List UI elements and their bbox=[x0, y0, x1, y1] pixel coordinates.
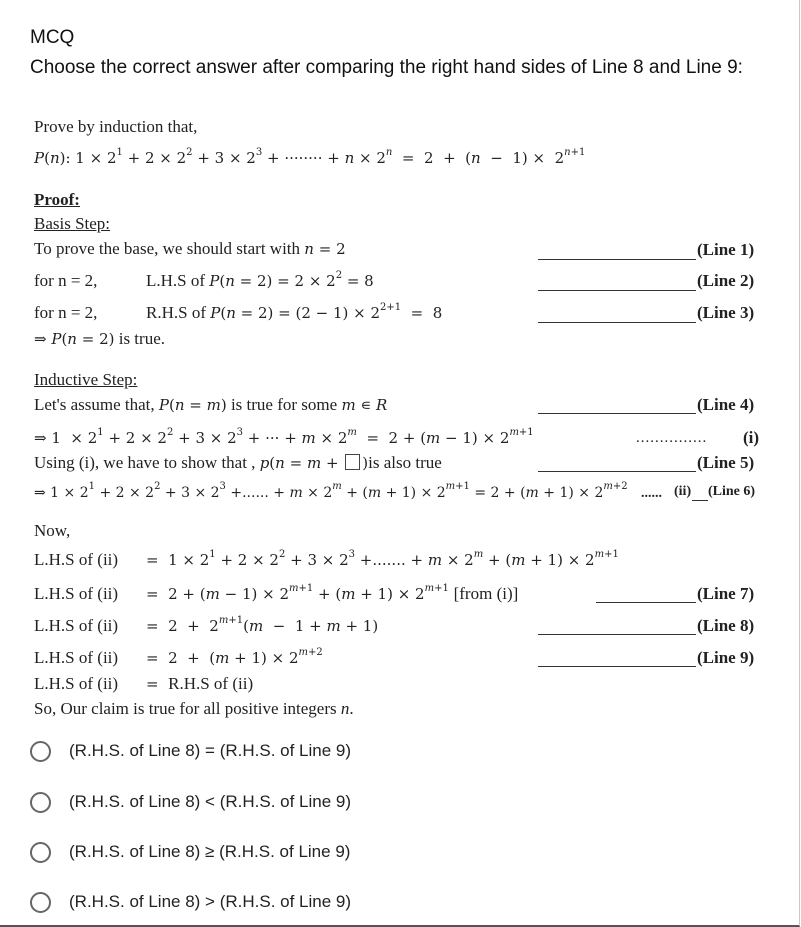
fill-line-1 bbox=[538, 259, 696, 260]
tag-eq-i: (i) bbox=[743, 428, 760, 447]
option-4[interactable] bbox=[30, 889, 351, 915]
basis-intro: To prove the base, we should start with n = 2 bbox=[34, 239, 346, 258]
tag-line-3: (Line 3) bbox=[697, 303, 755, 322]
fill-line-2 bbox=[538, 290, 696, 291]
step-c-expr: = $2 + 2^{m+1}(m - 1 + m + 1)$ bbox=[146, 615, 379, 635]
fill-line-6 bbox=[692, 500, 708, 501]
step-e-label: L.H.S of (ii) bbox=[34, 674, 119, 693]
tag-line-8: (Line 8) bbox=[697, 616, 755, 635]
basis-lhs: L.H.S of $P(n = 2) = 2 \times 2^2 = 8$ bbox=[146, 270, 374, 290]
basis-rhs: R.H.S of $P(n = 2) = (2 - 1) \times 2^{2+1} = 8$ bbox=[146, 302, 443, 322]
inductive-title: Inductive Step: bbox=[34, 370, 138, 389]
basis-lhs-n: for n = 2, bbox=[34, 271, 98, 290]
tag-eq-ii: (ii) bbox=[674, 484, 692, 499]
option-1[interactable] bbox=[30, 738, 351, 764]
radio-option-3[interactable] bbox=[30, 842, 51, 863]
radio-option-2[interactable] bbox=[30, 792, 51, 813]
step-b-label: L.H.S of (ii) bbox=[34, 584, 119, 603]
option-1-label: (R.H.S. of Line 8) = (R.H.S. of Line 9) bbox=[69, 741, 352, 760]
tag-line-4: (Line 4) bbox=[697, 395, 755, 414]
conclusion: So, Our claim is true for all positive integers n. bbox=[34, 699, 354, 718]
assumption: Let's assume that, P(n = m) is true for some m ∊ R bbox=[34, 395, 388, 414]
now-label: Now, bbox=[34, 521, 71, 540]
dots-i: ............... bbox=[636, 430, 708, 446]
blank-box bbox=[345, 454, 360, 470]
step-b-expr: = $2 + (m - 1) \times 2^{m+1} + (m + 1) \times 2^{m+1}$ [from (i)] bbox=[146, 583, 519, 603]
step-d-expr: = $2 + (m + 1) \times 2^{m+2}$ bbox=[146, 647, 323, 667]
fill-line-8 bbox=[538, 634, 696, 635]
radio-option-4[interactable] bbox=[30, 892, 51, 913]
fill-line-7 bbox=[596, 602, 696, 603]
step-d-label: L.H.S of (ii) bbox=[34, 648, 119, 667]
option-2[interactable] bbox=[30, 789, 351, 815]
question-type: MCQ bbox=[30, 27, 75, 48]
basis-title: Basis Step: bbox=[34, 214, 111, 233]
question-text: Choose the correct answer after comparing the right hand sides of Line 8 and Line 9: bbox=[30, 57, 743, 78]
proof-title: Proof: bbox=[34, 190, 80, 209]
to-show: Using (i), we have to show that , p(n = m + )is also true bbox=[34, 453, 442, 472]
proof-intro: Prove by induction that, bbox=[34, 117, 198, 136]
option-4-label: (R.H.S. of Line 8) > (R.H.S. of Line 9) bbox=[69, 892, 352, 911]
statement-pn: P(n): $1 \times 2^1 + 2 \times 2^2 + 3 \times 2^3$ + ········ + $n \times 2^n = 2 + (n - 1) \times 2^{n+1}$ bbox=[34, 147, 586, 167]
basis-rhs-n: for n = 2, bbox=[34, 303, 98, 322]
tag-line-5: (Line 5) bbox=[697, 453, 755, 472]
radio-option-1[interactable] bbox=[30, 741, 51, 762]
option-3[interactable] bbox=[30, 839, 350, 865]
tag-line-1: (Line 1) bbox=[697, 240, 755, 259]
option-2-label: (R.H.S. of Line 8) < (R.H.S. of Line 9) bbox=[69, 792, 352, 811]
tag-line-2: (Line 2) bbox=[697, 271, 755, 290]
tag-line-7: (Line 7) bbox=[697, 584, 755, 603]
equation-ii: ⇒ $1 \times 2^1 + 2 \times 2^2 + 3 \times 2^3$ +...... + $m \times 2^m + (m + 1) \times 2^{m+1} = 2 + (m + 1) \times 2^{m+2}$ bbox=[34, 481, 628, 501]
step-a-expr: = $1 \times 2^1 + 2 \times 2^2 + 3 \times 2^3$ +....... + $m \times 2^m + (m + 1) \times 2^{m+1}$ bbox=[146, 549, 619, 569]
option-3-label: (R.H.S. of Line 8) ≥ (R.H.S. of Line 9) bbox=[69, 842, 351, 861]
fill-line-5 bbox=[538, 471, 696, 472]
fill-line-3 bbox=[538, 322, 696, 323]
step-e-expr: = R.H.S of (ii) bbox=[146, 674, 254, 693]
equation-i: ⇒ $1 \times 2^1 + 2 \times 2^2 + 3 \times 2^3$ + ··· + $m \times 2^m = 2 + (m - 1) \times 2^{m+1}$ bbox=[34, 427, 534, 447]
step-c-label: L.H.S of (ii) bbox=[34, 616, 119, 635]
tag-line-9: (Line 9) bbox=[697, 648, 755, 667]
step-a-label: L.H.S of (ii) bbox=[34, 550, 119, 569]
tag-line-6: (Line 6) bbox=[708, 484, 756, 499]
fill-line-4 bbox=[538, 413, 696, 414]
basis-conclusion: ⇒ P(n = 2) is true. bbox=[34, 329, 165, 348]
fill-line-9 bbox=[538, 666, 696, 667]
dots-ii: ...... bbox=[641, 486, 662, 501]
